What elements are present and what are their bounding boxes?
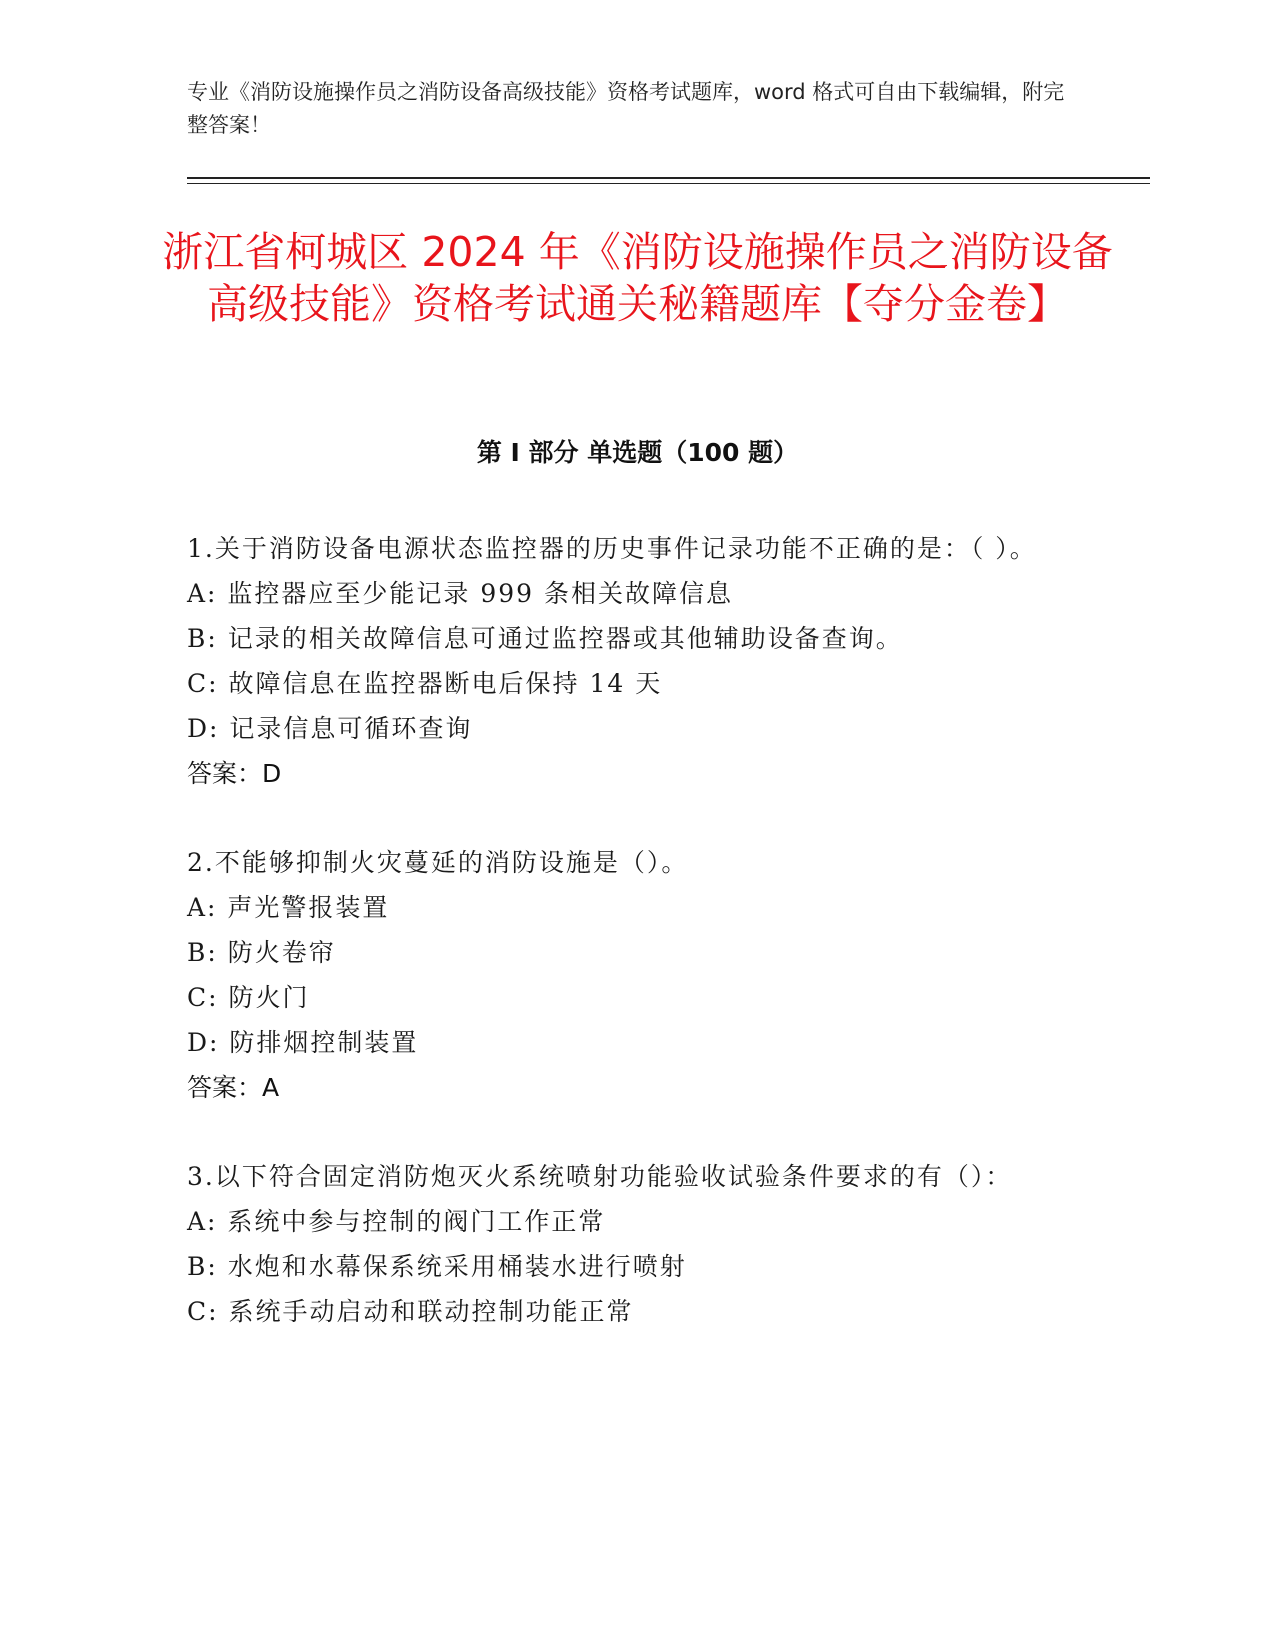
question-stem: 1.关于消防设备电源状态监控器的历史事件记录功能不正确的是：（ ）。 xyxy=(187,534,1037,563)
option-a: A: 监控器应至少能记录 999 条相关故障信息 xyxy=(187,579,734,608)
document-title: 浙江省柯城区 2024 年《消防设施操作员之消防设备高级技能》资格考试通关秘籍题库【夺分金卷】 xyxy=(162,228,1113,328)
option-b: B: 记录的相关故障信息可通过监控器或其他辅助设备查询。 xyxy=(187,624,903,653)
answer: 答案：A xyxy=(187,1073,280,1102)
option-b: B: 防火卷帘 xyxy=(187,938,336,967)
option-c: C: 防火门 xyxy=(187,983,310,1012)
answer: 答案：D xyxy=(187,759,282,788)
header-divider-thin xyxy=(187,183,1150,184)
option-a: A: 系统中参与控制的阀门工作正常 xyxy=(187,1207,606,1236)
option-c: C: 故障信息在监控器断电后保持 14 天 xyxy=(187,669,663,698)
option-b: B: 水炮和水幕保系统采用桶装水进行喷射 xyxy=(187,1252,687,1281)
header-divider-thick xyxy=(187,177,1150,179)
question-2 xyxy=(187,840,1057,1110)
option-d: D: 防排烟控制装置 xyxy=(187,1028,419,1057)
question-3 xyxy=(187,1154,1057,1334)
option-d: D: 记录信息可循环查询 xyxy=(187,714,473,743)
option-a: A: 声光警报装置 xyxy=(187,893,390,922)
section-title: 第 I 部分 单选题（100 题） xyxy=(476,438,799,467)
question-list xyxy=(187,526,1057,1378)
question-stem: 2.不能够抑制火灾蔓延的消防设施是（）。 xyxy=(187,848,689,877)
question-stem: 3.以下符合固定消防炮灭火系统喷射功能验收试验条件要求的有（）： xyxy=(187,1162,1013,1191)
question-1 xyxy=(187,526,1057,796)
header-note: 专业《消防设施操作员之消防设备高级技能》资格考试题库，word 格式可自由下载编辑，附完整答案！ xyxy=(187,80,1065,137)
option-c: C: 系统手动启动和联动控制功能正常 xyxy=(187,1297,634,1326)
